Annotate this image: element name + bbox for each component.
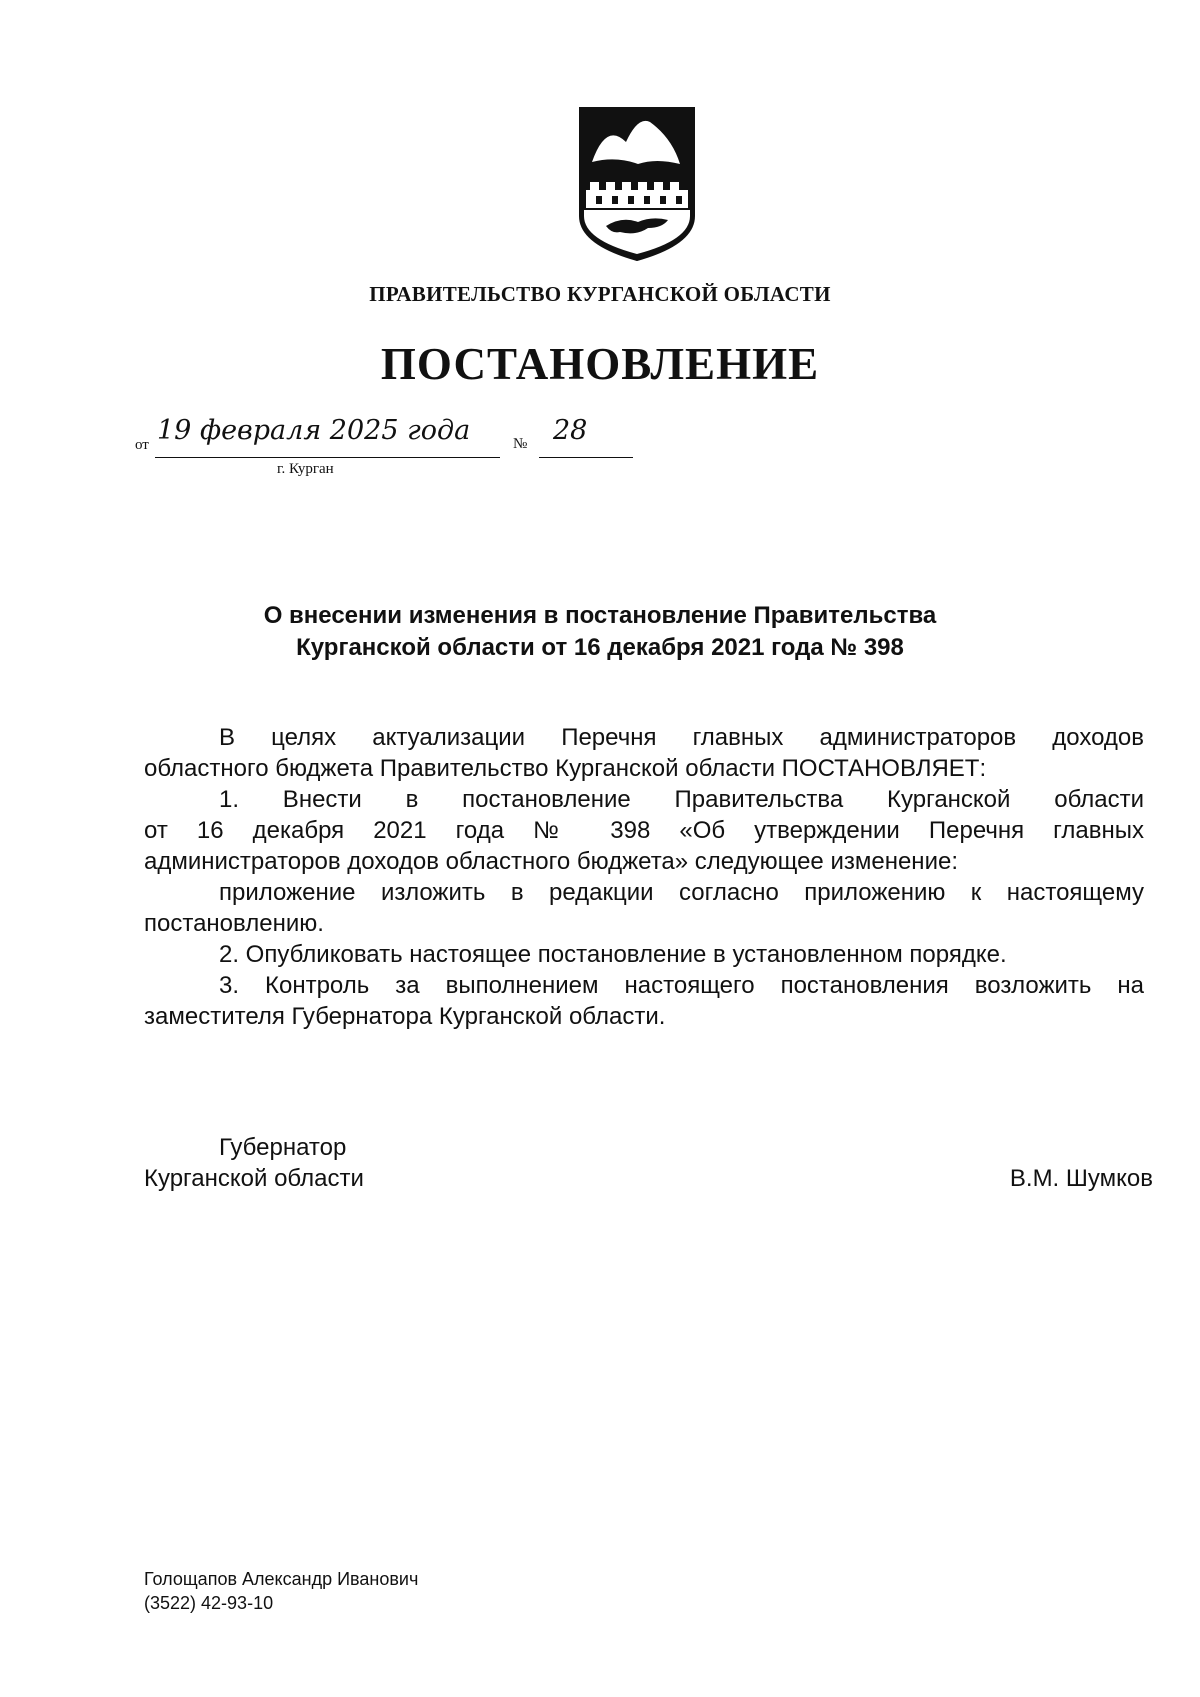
body-line: областного бюджета Правительство Курганской области ПОСТАНОВЛЯЕТ: xyxy=(144,755,987,782)
executor-block xyxy=(144,1567,418,1615)
document-type-heading: ПОСТАНОВЛЕНИЕ xyxy=(380,339,820,389)
signatory-title xyxy=(144,1132,364,1194)
subject-line-2: Курганской области от 16 декабря 2021 года № 398 xyxy=(296,634,904,661)
city-label: г. Курган xyxy=(277,461,334,477)
handwritten-number: 28 xyxy=(553,415,588,446)
body-line: приложение изложить в редакции согласно приложению к настоящему xyxy=(219,879,1144,906)
body-line: 1. Внести в постановление Правительства Курганской области xyxy=(219,786,1144,813)
body-line: заместителя Губернатора Курганской области. xyxy=(144,1003,666,1030)
number-underline xyxy=(539,457,633,458)
body-line: администраторов доходов областного бюджета» следующее изменение: xyxy=(144,848,958,875)
body-line: 3. Контроль за выполнением настоящего постановления возложить на xyxy=(219,972,1144,999)
document-body xyxy=(144,722,1144,1032)
body-line: 2. Опубликовать настоящее постановление в установленном порядке. xyxy=(219,941,1007,968)
body-line: постановлению. xyxy=(144,910,324,937)
signatory-title-line-1: Губернатор xyxy=(219,1134,347,1161)
signatory-title-line-2: Курганской области xyxy=(144,1165,364,1192)
executor-phone: (3522) 42-93-10 xyxy=(144,1593,274,1613)
date-prefix: от xyxy=(135,437,149,453)
subject-line-1: О внесении изменения в постановление Правительства xyxy=(263,602,937,629)
signatory-name: В.М. Шумков xyxy=(1009,1165,1153,1192)
date-number-line xyxy=(135,415,635,485)
document-subject xyxy=(150,600,1050,664)
body-line: от 16 декабря 2021 года № 398 «Об утверждении Перечня главных xyxy=(144,817,1144,844)
organization-title: ПРАВИТЕЛЬСТВО КУРГАНСКОЙ ОБЛАСТИ xyxy=(369,282,831,306)
handwritten-date: 19 февраля 2025 года xyxy=(157,415,471,446)
coat-of-arms-icon xyxy=(576,104,698,264)
executor-name: Голощапов Александр Иванович xyxy=(144,1569,419,1589)
date-underline xyxy=(155,457,500,458)
body-line: В целях актуализации Перечня главных администраторов доходов xyxy=(219,724,1144,751)
number-sign: № xyxy=(513,436,528,452)
